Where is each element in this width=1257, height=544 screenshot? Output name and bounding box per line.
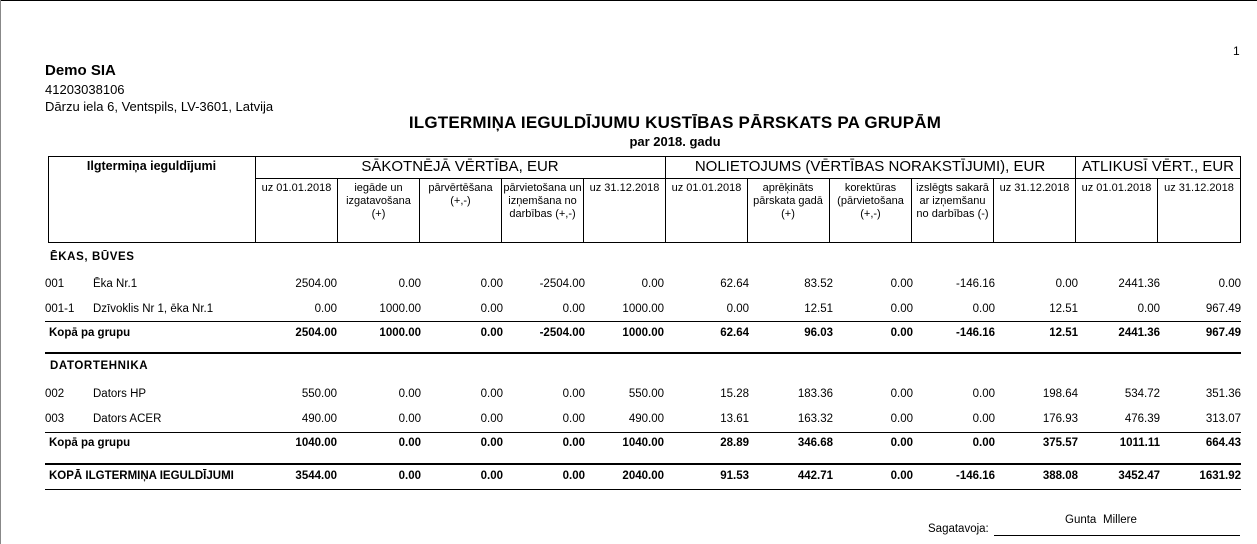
value-cell: 313.07 (1205, 413, 1241, 425)
value-cell: 12.51 (804, 303, 833, 315)
subtotal-cell: 1040.00 (622, 437, 664, 449)
subheader: uz 01.01.2018 (261, 182, 332, 194)
subtotal-cell: -146.16 (955, 327, 995, 339)
value-cell: 0.00 (562, 413, 585, 425)
asset-name: Dators ACER (93, 413, 162, 425)
subtotal-cell: 96.03 (804, 327, 833, 339)
grand-total-cell: -146.16 (955, 470, 995, 482)
grand-total-cell: 91.53 (720, 470, 749, 482)
subtotal-cell: -2504.00 (539, 327, 585, 339)
subheader: korektūras (pārvietošana (+,-) (837, 182, 904, 220)
company-reg-number: 41203038106 (45, 82, 125, 97)
value-cell: 0.00 (480, 278, 503, 290)
value-cell: 0.00 (1055, 278, 1078, 290)
grand-total-cell: 388.08 (1042, 470, 1078, 482)
page-border-top (0, 0, 1257, 1)
group-title: DATORTEHNIKA (50, 360, 149, 372)
subtotal-cell: 1000.00 (622, 327, 664, 339)
subheader: pārvietošana un izņemšana no darbības (+,-) (503, 182, 582, 220)
asset-name: Ēka Nr.1 (93, 278, 138, 290)
preparer-first-name: Gunta (1065, 514, 1097, 526)
value-cell: 0.00 (398, 278, 421, 290)
subheader: uz 01.01.2018 (1081, 182, 1152, 194)
group-residual-header: ATLIKUSĪ VĒRT., EUR (1082, 158, 1234, 175)
value-cell: -2504.00 (539, 278, 585, 290)
value-cell: 15.28 (720, 388, 749, 400)
subheader: uz 31.12.2018 (589, 182, 660, 194)
subheader: uz 31.12.2018 (1164, 182, 1234, 194)
signature-line (994, 535, 1240, 536)
value-cell: 0.00 (398, 388, 421, 400)
value-cell: 490.00 (301, 413, 337, 425)
subheader: pārvērtēšana (+,-) (428, 182, 493, 207)
value-cell: 0.00 (398, 413, 421, 425)
value-cell: 176.93 (1042, 413, 1078, 425)
grand-total-cell: 442.71 (797, 470, 833, 482)
value-cell: 12.51 (1049, 303, 1078, 315)
value-cell: 0.00 (1218, 278, 1241, 290)
subtotal-cell: 346.68 (797, 437, 833, 449)
value-cell: 1000.00 (622, 303, 664, 315)
value-cell: 83.52 (804, 278, 833, 290)
group-separator (45, 352, 1241, 354)
subheader: aprēķināts pārskata gadā (+) (753, 182, 823, 220)
page-border-left (0, 0, 1, 544)
group-title: ĒKAS, BŪVES (50, 251, 135, 263)
value-cell: -146.16 (955, 278, 995, 290)
subtotal-cell: 0.00 (562, 437, 585, 449)
value-cell: 0.00 (972, 303, 995, 315)
subtotal-separator (45, 432, 1241, 433)
prepared-by-label: Sagatavoja: (928, 523, 989, 535)
value-cell: 0.00 (890, 388, 913, 400)
header-bottom-border (48, 242, 1241, 243)
asset-code: 002 (45, 388, 65, 400)
asset-name: Dators HP (93, 388, 147, 400)
subtotal-cell: 375.57 (1042, 437, 1078, 449)
value-cell: 13.61 (720, 413, 749, 425)
value-cell: 2441.36 (1118, 278, 1160, 290)
subtotal-cell: 62.64 (720, 327, 749, 339)
value-cell: 351.36 (1205, 388, 1241, 400)
value-cell: 2504.00 (295, 278, 337, 290)
grand-total-label: KOPĀ ILGTERMIŅA IEGULDĪJUMI (49, 470, 234, 482)
asset-code: 001-1 (45, 303, 75, 315)
page-number: 1 (1233, 44, 1240, 58)
subtotal-separator (45, 321, 1241, 322)
grand-total-cell: 2040.00 (622, 470, 664, 482)
grand-total-cell: 0.00 (890, 470, 913, 482)
company-address: Dārzu iela 6, Ventspils, LV-3601, Latvija (45, 99, 274, 114)
grand-total-cell: 1631.92 (1199, 470, 1241, 482)
value-cell: 476.39 (1124, 413, 1160, 425)
value-cell: 0.00 (890, 278, 913, 290)
subheader: iegāde un izgatavošana (+) (346, 182, 411, 220)
subheader: uz 01.01.2018 (671, 182, 742, 194)
value-cell: 0.00 (480, 413, 503, 425)
subtotal-cell: 0.00 (972, 437, 995, 449)
group-depr-header: NOLIETOJUMS (VĒRTĪBAS NORAKSTĪJUMI), EUR (694, 158, 1046, 175)
table-bottom-border (45, 489, 1241, 490)
value-cell: 0.00 (562, 388, 585, 400)
subtotal-cell: 0.00 (480, 437, 503, 449)
value-cell: 62.64 (720, 278, 749, 290)
value-cell: 183.36 (797, 388, 833, 400)
report-title: ILGTERMIŅA IEGULDĪJUMU KUSTĪBAS PĀRSKATS PA GRUPĀM (408, 113, 942, 132)
subtotal-label: Kopā pa grupu (49, 437, 131, 449)
subtotal-cell: 2441.36 (1118, 327, 1160, 339)
grand-total-cell: 0.00 (398, 470, 421, 482)
value-cell: 0.00 (480, 303, 503, 315)
value-cell: 0.00 (641, 278, 664, 290)
subtotal-cell: 1040.00 (295, 437, 337, 449)
asset-code: 003 (45, 413, 65, 425)
header-vline (747, 178, 748, 243)
report-period: par 2018. gadu (629, 134, 721, 149)
value-cell: 163.32 (797, 413, 833, 425)
asset-code: 001 (45, 278, 65, 290)
grand-total-cell: 0.00 (480, 470, 503, 482)
value-cell: 0.00 (972, 413, 995, 425)
subtotal-cell: 28.89 (720, 437, 749, 449)
value-cell: 0.00 (890, 303, 913, 315)
value-cell: 0.00 (890, 413, 913, 425)
subtotal-cell: 967.49 (1205, 327, 1241, 339)
value-cell: 0.00 (972, 388, 995, 400)
grand-total-separator (45, 463, 1241, 465)
subtotal-cell: 12.51 (1049, 327, 1078, 339)
col-assets-header: Ilgtermiņa ieguldījumi (86, 159, 217, 173)
grand-total-cell: 3544.00 (295, 470, 337, 482)
value-cell: 550.00 (301, 388, 337, 400)
subtotal-cell: 1011.11 (1119, 437, 1160, 449)
company-name: Demo SIA (45, 62, 116, 79)
value-cell: 550.00 (628, 388, 664, 400)
subtotal-cell: 0.00 (480, 327, 503, 339)
value-cell: 534.72 (1124, 388, 1160, 400)
grand-total-cell: 0.00 (562, 470, 585, 482)
header-top-border (48, 156, 1241, 157)
value-cell: 0.00 (726, 303, 749, 315)
value-cell: 0.00 (562, 303, 585, 315)
subtotal-cell: 1000.00 (379, 327, 421, 339)
header-group-divider (255, 178, 1241, 179)
value-cell: 198.64 (1042, 388, 1078, 400)
value-cell: 967.49 (1205, 303, 1241, 315)
grand-total-cell: 3452.47 (1118, 470, 1160, 482)
value-cell: 490.00 (628, 413, 664, 425)
value-cell: 0.00 (314, 303, 337, 315)
subtotal-cell: 0.00 (890, 327, 913, 339)
subheader: izslēgts sakarā ar izņemšanu no darbības (-) (916, 182, 989, 220)
subtotal-cell: 2504.00 (295, 327, 337, 339)
subtotal-cell: 664.43 (1205, 437, 1241, 449)
value-cell: 1000.00 (379, 303, 421, 315)
subtotal-label: Kopā pa grupu (49, 327, 131, 339)
subtotal-cell: 0.00 (398, 437, 421, 449)
subtotal-cell: 0.00 (890, 437, 913, 449)
preparer-last-name: Millere (1103, 514, 1137, 526)
subheader: uz 31.12.2018 (999, 182, 1070, 194)
asset-name: Dzīvoklis Nr 1, ēka Nr.1 (93, 303, 214, 315)
value-cell: 0.00 (480, 388, 503, 400)
group-initial-header: SĀKOTNĒJĀ VĒRTĪBA, EUR (361, 158, 559, 175)
value-cell: 0.00 (1137, 303, 1160, 315)
